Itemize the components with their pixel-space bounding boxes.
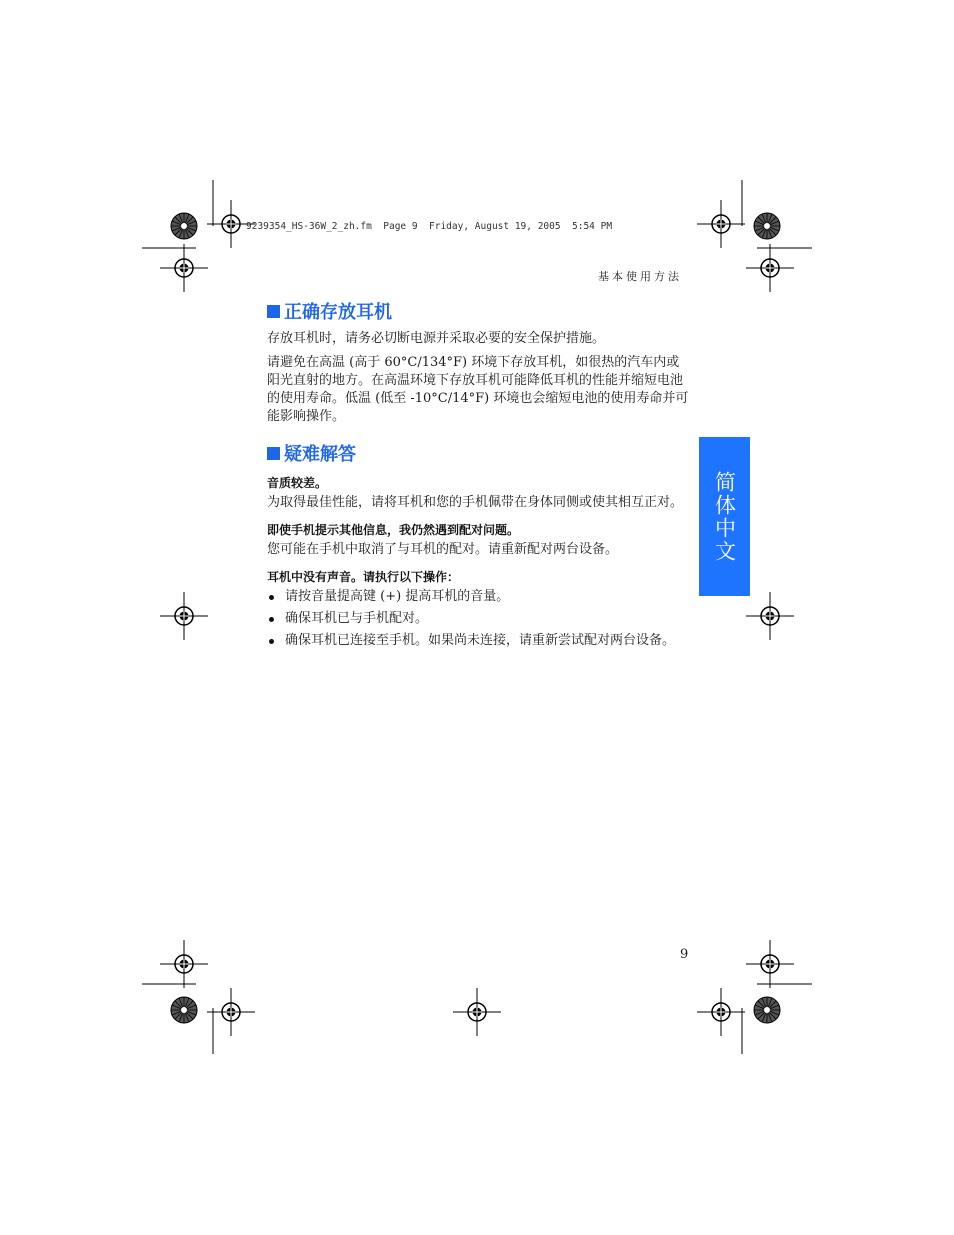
page-number: 9 bbox=[680, 947, 689, 962]
question: 音质较差。 bbox=[267, 476, 328, 490]
list-item: 确保耳机已连接至手机。如果尚未连接，请重新尝试配对两台设备。 bbox=[267, 632, 689, 650]
bullet-list bbox=[267, 588, 689, 650]
paragraph: 存放耳机时，请务必切断电源并采取必要的安全保护措施。 bbox=[267, 331, 606, 346]
square-bullet-icon bbox=[267, 447, 280, 460]
running-head: 基本使用方法 bbox=[598, 270, 682, 283]
section-title-storage: 正确存放耳机 bbox=[267, 298, 689, 324]
list-item: 确保耳机已与手机配对。 bbox=[267, 610, 689, 628]
language-tab bbox=[699, 437, 750, 596]
answer: 为取得最佳性能，请将耳机和您的手机佩带在身体同侧或使其相互正对。 bbox=[267, 495, 684, 510]
page-content bbox=[267, 298, 689, 654]
square-bullet-icon bbox=[267, 305, 280, 318]
language-tab-label: 简体中文 bbox=[712, 470, 737, 563]
section-title-troubleshooting: 疑难解答 bbox=[267, 440, 689, 466]
list-item: 请按音量提高键 (+) 提高耳机的音量。 bbox=[267, 588, 689, 606]
question: 耳机中没有声音。请执行以下操作： bbox=[267, 570, 460, 584]
paragraph: 请避免在高温 (高于 60°C/134°F) 环境下存放耳机，如很热的汽车内或阳光直射的地方。在高温环境下存放耳机可能降低耳机的性能并缩短电池的使用寿命。低温 (低至 -10°C/14°F) 环境也会缩短电池的使用寿命并可能影响操作。 bbox=[267, 355, 689, 424]
question: 即使手机提示其他信息，我仍然遇到配对问题。 bbox=[267, 523, 520, 537]
answer: 您可能在手机中取消了与耳机的配对。请重新配对两台设备。 bbox=[267, 542, 619, 557]
print-header: 9239354_HS-36W_2_zh.fm Page 9 Friday, August 19, 2005 5:54 PM bbox=[246, 221, 613, 232]
